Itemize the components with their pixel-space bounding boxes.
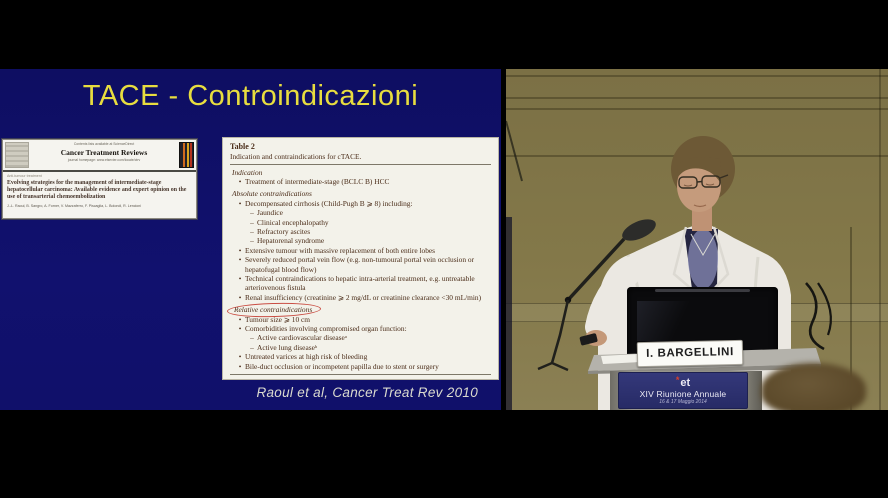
journal-logo-image [5, 142, 29, 168]
table-item: • Decompensated cirrhosis (Child-Pugh B ⩾ 8) including: [238, 198, 413, 208]
mic-boom-far [506, 121, 522, 181]
journal-header [3, 140, 196, 172]
table-item: – Jaundice [250, 208, 283, 218]
table-item: • Severely reduced portal vein flow (e.g. non-tumoural portal vein occlusion or hepatofugal blood flow) [238, 255, 475, 274]
table-section-heading: Absolute contraindications [232, 189, 312, 199]
letterbox-top [0, 0, 888, 69]
mic-tripod [538, 363, 568, 370]
journal-article-thumbnail [2, 139, 197, 219]
table-item: – Active lung diseaseᵇ [250, 342, 318, 352]
slide-title: TACE - Controindicazioni [82, 80, 419, 112]
presentation-slide [0, 69, 501, 410]
congress-name: XIV Riunione Annuale [639, 389, 727, 399]
glasses-bridge [697, 182, 702, 183]
table-item: – Hepatorenal syndrome [250, 236, 325, 246]
microphone-head [619, 215, 659, 245]
table-item: • Untreated varices at high risk of bleeding [238, 352, 368, 362]
table-item: • Renal insufficiency (creatinine ⩾ 2 mg/dL or creatinine clearance <30 mL/min) [238, 292, 482, 302]
cable [818, 283, 831, 335]
journal-cover-image [179, 142, 194, 168]
table-item: – Refractory ascites [250, 226, 311, 236]
table-item: • Tumour size ⩾ 10 cm [238, 314, 311, 324]
article-authors: J.-L. Raoul, B. Sangro, A. Forner, V. Mazzaferro, F. Piscaglia, L. Bolondi, R. Lencioni [7, 204, 142, 209]
monitor-vent [655, 289, 750, 292]
table-rule-bottom [230, 374, 491, 375]
projector-light [688, 229, 718, 289]
table-rule-top [230, 164, 491, 165]
congress-logo-mark: * [675, 375, 680, 385]
journal-homepage-line: journal homepage: www.elsevier.com/locate/ctrv [67, 157, 141, 162]
cable [806, 283, 824, 349]
speaker-nameplate: I. BARGELLINI [637, 340, 744, 367]
table-2-scan [222, 137, 499, 380]
speaker-photo [506, 69, 888, 410]
letterbox-bottom [0, 410, 888, 498]
table-item: • Technical contraindications to hepatic intra-arterial treatment, e.g. untreatable arteriovenous fistula [238, 273, 475, 293]
table-item: • Treatment of intermediate-stage (BCLC B) HCC [238, 176, 390, 186]
audience-head [761, 363, 866, 410]
table-item: – Active cardiovascular diseaseᵃ [250, 333, 347, 343]
table-section-heading: Relative contraindications [234, 305, 313, 315]
congress-logo [619, 375, 747, 389]
sciencedirect-line: Contents lists available at ScienceDirect [73, 142, 135, 146]
table-label: Table 2 [230, 142, 255, 151]
table-content [230, 168, 491, 372]
article-section-label: Anti-tumour treatment [7, 174, 42, 178]
table-item: • Bile-duct occlusion or incompetent papilla due to stent or surgery [238, 361, 439, 371]
table-section-heading: Indication [232, 167, 263, 177]
table-caption: Indication and contraindications for cTACE. [230, 151, 362, 161]
table-item: – Clinical encephalopathy [250, 217, 329, 227]
journal-title: Cancer Treatment Reviews [60, 147, 148, 157]
monitor-reflection [637, 301, 707, 341]
mic-stand [552, 300, 568, 363]
table-item: • Comorbidities involving compromised organ function: [238, 324, 407, 333]
slide-citation: Raoul et al, Cancer Treat Rev 2010 [256, 385, 478, 400]
congress-dates: 16 & 17 Maggio 2014 [659, 399, 707, 405]
congress-logo-text: et [680, 377, 691, 389]
table-item: • Extensive tumour with massive replacement of both entire lobes [238, 245, 436, 255]
congress-banner [618, 372, 748, 409]
article-title: Evolving strategies for the management of intermediate-stage hepatocellular carcinoma: Available evidence and expert opinion on the use of transarterial chemoembolization [7, 180, 187, 201]
